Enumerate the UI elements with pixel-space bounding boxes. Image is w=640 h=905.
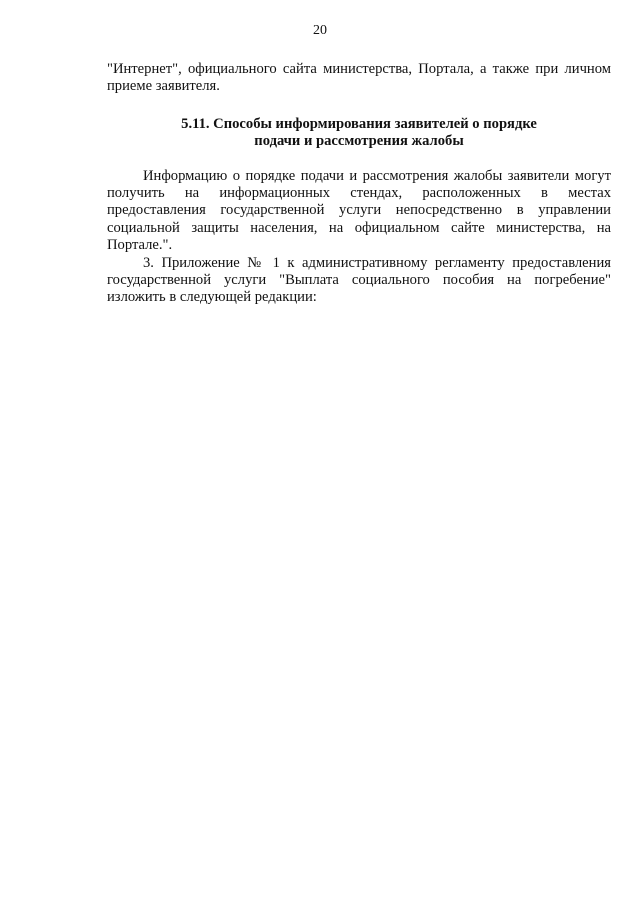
section-heading-line-1: 5.11. Способы информирования заявителей о порядке: [181, 115, 537, 132]
section-heading: [107, 116, 611, 151]
info-paragraph: Информацию о порядке подачи и рассмотрения жалобы заявители могут получить на информационных стендах, расположенных в местах предоставления государственной услуги непосредственно в управлении социальной защиты населения, на официальном сайте министерства, на Портале.".: [107, 167, 611, 254]
document-body: [107, 61, 611, 307]
section-heading-line-2: подачи и рассмотрения жалобы: [254, 133, 464, 150]
page-number: 20: [313, 23, 327, 38]
item-3-paragraph: 3. Приложение № 1 к административному регламенту предоставления государственной услуги "Выплата социального пособия на погребение" изложить в следующей редакции:: [107, 254, 611, 306]
continuation-paragraph: "Интернет", официального сайта министерства, Портала, а также при личном приеме заявителя.: [107, 61, 611, 95]
